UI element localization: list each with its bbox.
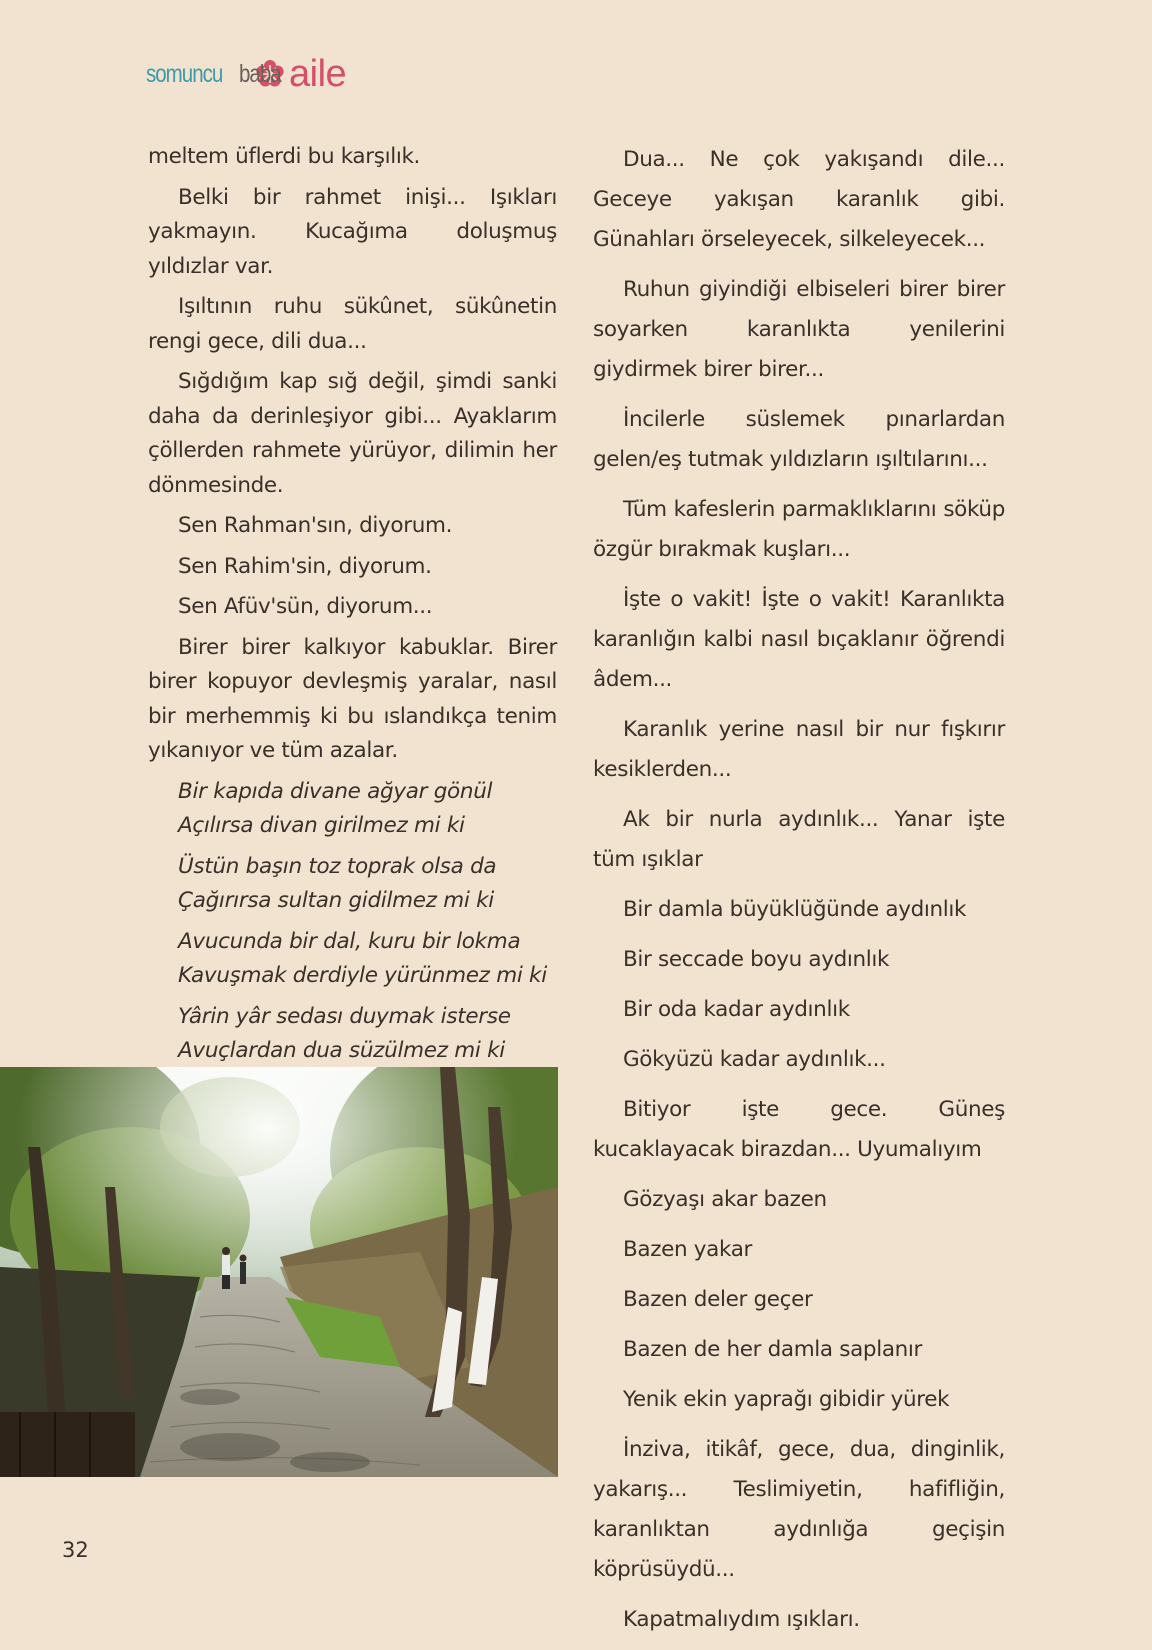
paragraph: Gökyüzü kadar aydınlık... [623,1047,886,1072]
poem-line: Bir kapıda divane ağyar gönül [178,778,493,804]
paragraph: Ruhun giyindiği elbiseleri birer birer soyarken karanlıkta yenilerini giydirmek birer birer... [593,277,1005,382]
poem-line: Çağırırsa sultan gidilmez mi ki [178,888,494,913]
right-text-column [593,140,1005,1650]
paragraph: Sen Rahman'sın, diyorum. [178,513,453,538]
poem-stanza [178,850,557,919]
forest-path-illustration [0,1067,558,1477]
poem-line: Yârin yâr sedası duymak isterse [178,1003,511,1029]
paragraph: Işıltının ruhu sükûnet, sükûnetin rengi gece, dili dua... [148,294,557,354]
paragraph: Bitiyor işte gece. Güneş kucaklayacak birazdan... Uyumalıyım [593,1097,1005,1162]
paragraph: Karanlık yerine nasıl bir nur fışkırır kesiklerden... [593,717,1005,782]
left-text-column [148,140,557,1115]
poem-line: Kavuşmak derdiyle yürünmez mi ki [178,963,547,988]
paragraph: meltem üflerdi bu karşılık. [148,144,421,169]
paragraph: Belki bir rahmet inişi... Işıkları yakmayın. Kucağıma doluşmuş yıldızlar var. [148,184,557,279]
paragraph: Birer birer kalkıyor kabuklar. Birer birer kopuyor devleşmiş yaralar, nasıl bir merhemmiş ki bu ıslandıkça tenim yıkanıyor ve tüm azalar. [148,634,557,763]
paragraph: Sığdığım kap sığ değil, şimdi sanki daha da derinleşiyor gibi... Ayaklarım çöllerden rahmete yürüyor, dilimin her dönmesinde. [148,369,557,498]
poem-line: Üstün başın toz toprak olsa da [178,853,497,879]
logo-text-aile: aile [289,53,347,95]
forest-path-photo [0,1067,558,1477]
paragraph: İşte o vakit! İşte o vakit! Karanlıkta karanlığın kalbi nasıl bıçaklanır öğrendi âdem... [593,587,1005,692]
poem-line: Avucunda bir dal, kuru bir lokma [178,928,521,954]
page-number: 32 [62,1538,89,1562]
paragraph: Bir damla büyüklüğünde aydınlık [623,897,967,922]
poem-line: Avuçlardan dua süzülmez mi ki [178,1038,505,1063]
paragraph: Sen Afüv'sün, diyorum... [178,594,433,619]
logo-text-somuncu: somuncu [146,59,223,88]
poem-stanza [178,775,557,844]
paragraph: İnziva, itikâf, gece, dua, dinginlik, yakarış... Teslimiyetin, hafifliğin, karanlıktan aydınlığa geçişin köprüsüydü... [593,1437,1005,1582]
poem-stanza [178,925,557,994]
paragraph: Sen Rahim'sin, diyorum. [178,553,432,579]
poem-line: Açılırsa divan girilmez mi ki [178,813,465,838]
magazine-logo [146,52,346,96]
poem-stanza [178,1000,557,1069]
paragraph: Bazen yakar [623,1237,753,1262]
paragraph: Tüm kafeslerin parmaklıklarını söküp özgür bırakmak kuşları... [593,497,1005,562]
paragraph: Bir seccade boyu aydınlık [623,947,890,972]
paragraph: Ak bir nurla aydınlık... Yanar işte tüm ışıklar [593,807,1005,872]
paragraph: Kapatmalıydım ışıkları. [623,1607,860,1632]
paragraph: Yenik ekin yaprağı gibidir yürek [623,1387,950,1412]
paragraph: Gözyaşı akar bazen [623,1187,827,1212]
paragraph: İncilerle süslemek pınarlardan gelen/eş tutmak yıldızların ışıltılarını... [593,407,1005,472]
paragraph: Dua... Ne çok yakışandı dile... Geceye yakışan karanlık gibi. Günahları örseleyecek, silkeleyecek... [593,147,1005,252]
paragraph: Bazen deler geçer [623,1287,813,1312]
paragraph: Bazen de her damla saplanır [623,1337,923,1362]
logo-text-baba: baba [239,59,281,88]
paragraph: Bir oda kadar aydınlık [623,997,850,1022]
